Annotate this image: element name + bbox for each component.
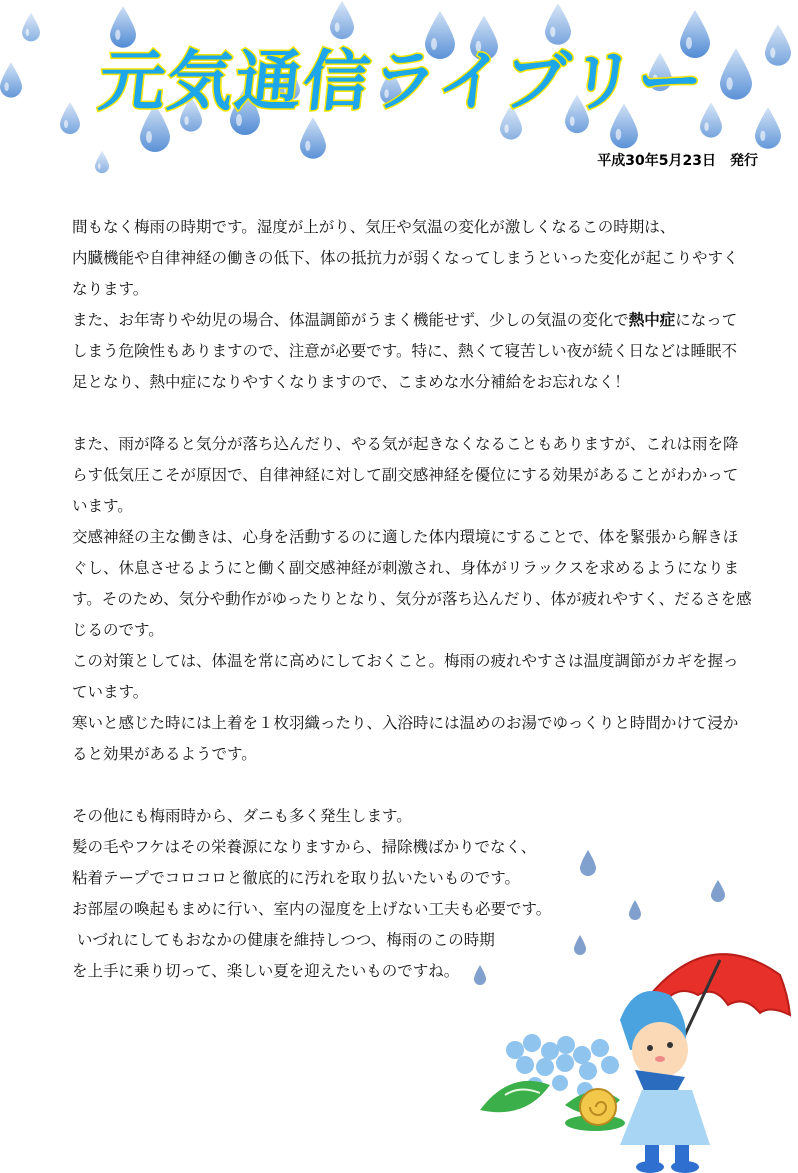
paragraph-spacer [72, 770, 752, 801]
paragraph-7-line-4: お部屋の喚起もまめに行い、室内の湿度を上げない工夫も必要です。 [72, 900, 552, 918]
paragraph-1-line-2: 内臓機能や自律神経の働きの低下、体の抵抗力が弱くなってしまうといった変化が起こりやすくなります。 [72, 249, 739, 298]
paragraph-4: 交感神経の主な働きは、心身を活動するのに適した体内環境にすることで、体を緊張から解きほぐし、休息させるようにと働く副交感神経が刺激され、身体がリラックスを求めるようになります。そのため、気分や動作がゆったりとなり、気分が落ち込んだり、体が疲れやすく、だるさを感じるのです。 [72, 528, 752, 639]
issue-date: 平成30年5月23日 発行 [597, 153, 758, 169]
paragraph-2-text-continued: になってしまう危険性もありますので、注意が必要です。特に、熱くて寝苦しい夜が続く日などは睡眠不足となり、熱中症になりやすくなりますので、こまめな水分補給をお忘れなく！ [72, 311, 738, 391]
paragraph-5: この対策としては、体温を常に高めにしておくこと。梅雨の疲れやすさは温度調節がカギを握っています。 [72, 652, 739, 701]
newsletter-title: 元気通信ライブリー [95, 43, 709, 120]
paragraph-2 [72, 305, 752, 398]
paragraph-1-line-1: 間もなく梅雨の時期です。湿度が上がり、気圧や気温の変化が激しくなるこの時期は、 [72, 218, 676, 236]
paragraph-6: 寒いと感じた時には上着を１枚羽織ったり、入浴時には温めのお湯でゆっくりと時間かけて浸かると効果があるようです。 [72, 714, 739, 763]
child-figure [620, 991, 710, 1173]
paragraph-spacer [72, 398, 752, 429]
paragraph-7-line-3: 粘着テープでコロコロと徹底的に汚れを取り払いたいものです。 [72, 869, 520, 887]
paragraph-7-line-2: 髪の毛やフケはその栄養源になりますから、掃除機ばかりでなく、 [72, 838, 537, 856]
paragraph-3: また、雨が降ると気分が落ち込んだり、やる気が起きなくなることもありますが、これは雨を降らす低気圧こそが原因で、自律神経に対して副交感神経を優位にする効果があることがわかっています。 [72, 435, 739, 515]
paragraph-7-line-5: いづれにしてもおなかの健康を維持しつつ、梅雨のこの時期 [72, 931, 495, 949]
paragraph-7-line-6: を上手に乗り切って、楽しい夏を迎えたいものですね。 [72, 962, 460, 980]
paragraph-2-text: また、お年寄りや幼児の場合、体温調節がうまく機能せず、少しの気温の変化で [72, 311, 629, 329]
heatstroke-keyword: 熱中症 [628, 311, 676, 329]
paragraph-7-line-1: その他にも梅雨時から、ダニも多く発生します。 [72, 807, 412, 825]
child-with-umbrella-illustration [470, 845, 798, 1173]
